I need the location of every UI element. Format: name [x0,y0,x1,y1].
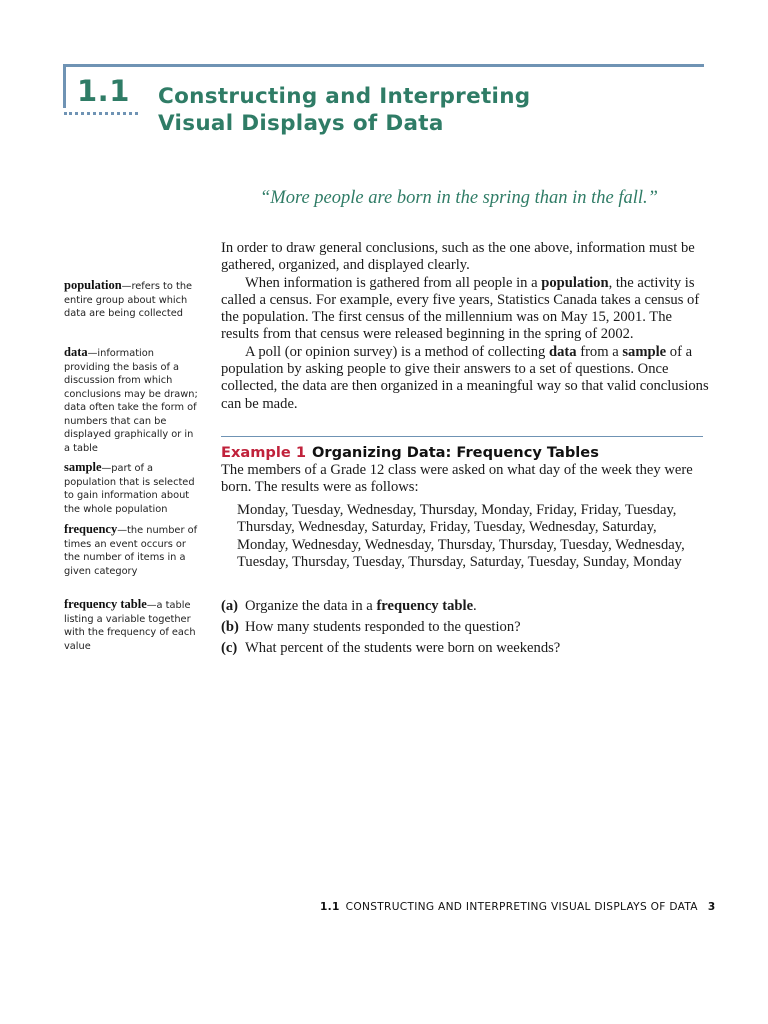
glossary-def: —refers to the entire group about which data are being collected [64,281,193,319]
page-footer [320,901,716,913]
section-title-line1: Constructing and Interpreting [158,84,531,109]
question-b [221,617,560,638]
p2-text-a: When information is gathered from all people in a [245,274,542,291]
glossary-def: —information providing the basis of a discussion from which conclusions may be drawn; data often take the form of numbers that can be displayed graphically or in a table [64,348,198,454]
p3-term-data: data [548,343,577,360]
header-rule-top [63,64,704,67]
glossary-term: frequency [64,522,118,536]
example-intro: The members of a Grade 12 class were asked on what day of the week they were born. The results were as follows: [221,462,693,496]
header-rule-left [63,64,66,108]
question-b-label: (b) [221,619,239,636]
p2-text-c: , the activity is called a census. For example, every five years, Statistics Canada takes a census of the population. The first census of the millennium was on May 15, 2001. The results from that census were released beginning in the spring of 2002. [221,274,700,343]
glossary-def: —the number of times an event occurs or the number of items in a given category [64,525,198,577]
question-c [221,638,560,659]
glossary-term: frequency table [64,597,147,611]
section-number: 1.1 [77,74,130,108]
example-label: Example 1 [221,444,307,461]
question-b-text: How many students responded to the question? [245,619,521,636]
glossary-frequency-table [64,598,199,653]
glossary-frequency [64,523,199,578]
glossary-sample [64,461,199,516]
question-a [221,596,560,617]
footer-section-number: 1.1 [320,901,340,913]
glossary-def: —part of a population that is selected to gain information about the whole population [64,463,195,515]
example-divider [221,436,703,437]
question-a-end: . [473,598,477,614]
question-a-label: (a) [221,598,239,614]
question-a-text: Organize the data in a [245,598,377,614]
p3-text-e: of a population by asking people to give their answers to a set of questions. Once collected, the data are then organized in a meaningful way so that valid conclusions can be made. [221,343,709,412]
glossary-def: —a table listing a variable together with the frequency of each value [64,600,196,652]
dotted-divider [64,112,138,115]
section-title-line2: Visual Displays of Data [158,111,444,136]
example-title: Organizing Data: Frequency Tables [312,444,599,461]
glossary-term: population [64,278,122,292]
example-days-list: Monday, Tuesday, Wednesday, Thursday, Monday, Friday, Friday, Tuesday, Thursday, Wednesday, Saturday, Friday, Tuesday, Wednesday, Saturday, Monday, Wednesday, Wednesday, Thursday, Thursday, Tuesday, Wednesday, Tuesday, Thursday, Tuesday, Thursday, Saturday, Tuesday, Sunday, Monday [237,502,685,570]
p3-term-sample: sample [622,343,667,360]
example-questions [221,596,560,660]
glossary-term: sample [64,460,102,474]
body-text [221,240,711,413]
example-heading [221,444,599,461]
p3-text-a: A poll (or opinion survey) is a method of collecting [245,343,549,360]
paragraph-2 [221,275,711,344]
glossary-term: data [64,345,88,359]
p3-text-c: from a [576,343,623,360]
page-number: 3 [707,901,716,913]
question-c-text: What percent of the students were born on weekends? [245,640,561,657]
question-a-term: frequency table [376,598,474,614]
footer-section-title: CONSTRUCTING AND INTERPRETING VISUAL DISPLAYS OF DATA [345,901,698,913]
question-c-label: (c) [221,640,238,657]
paragraph-1: In order to draw general conclusions, such as the one above, information must be gathered, organized, and displayed clearly. [221,240,695,274]
glossary-population [64,279,199,321]
glossary-data [64,346,199,455]
opening-quote: “More people are born in the spring than in the fall.” [260,188,658,208]
paragraph-3 [221,344,711,413]
p2-term-population: population [541,274,609,291]
section-title [158,83,531,137]
